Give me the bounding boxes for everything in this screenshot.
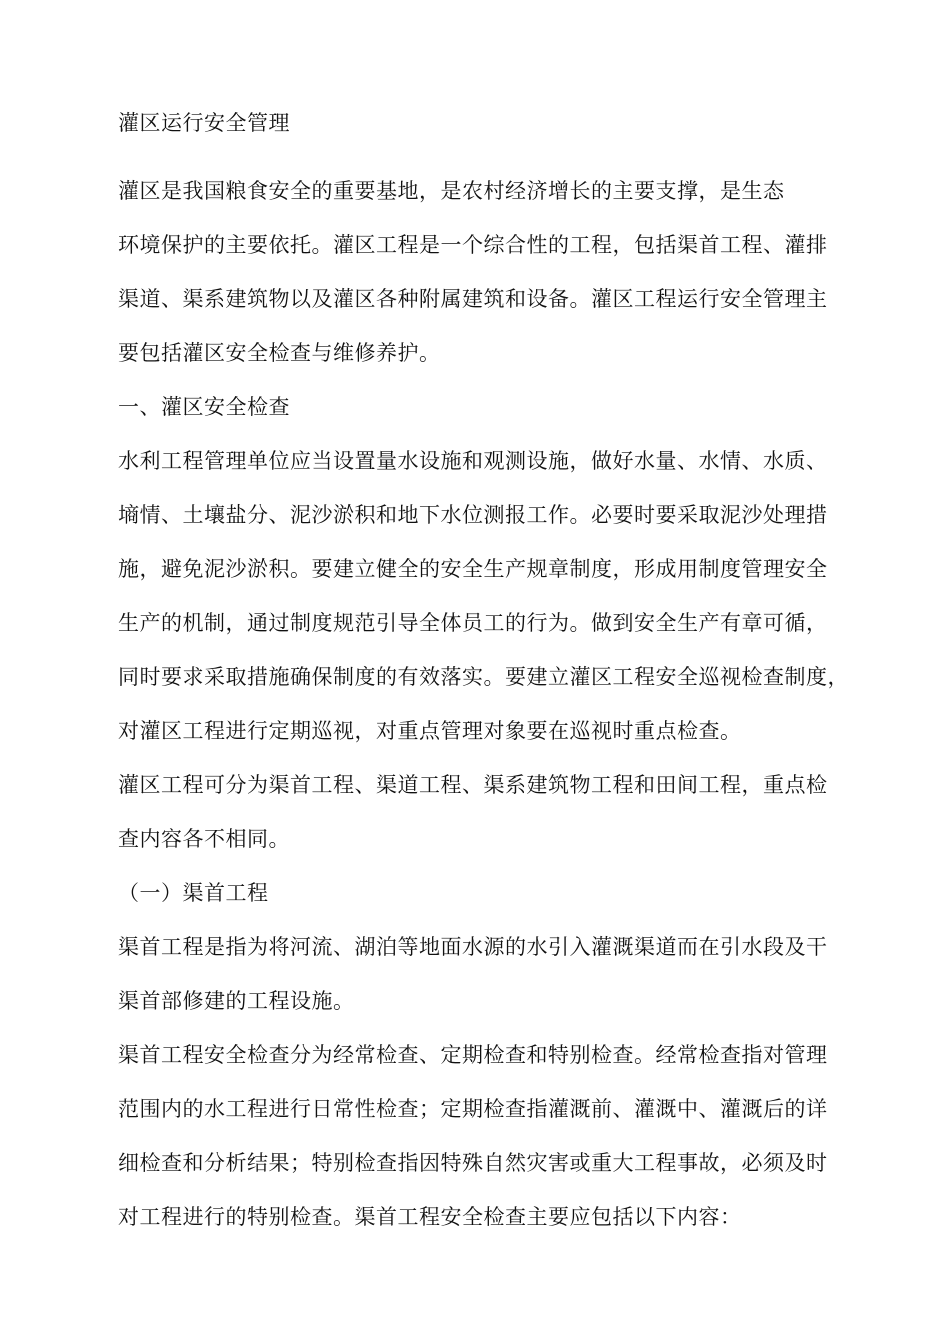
paragraph-line: 墒情、土壤盐分、泥沙淤积和地下水位测报工作。必要时要采取泥沙处理措 <box>118 503 828 527</box>
paragraph-project-types <box>118 766 838 858</box>
paragraph-line: 渠首工程安全检查分为经常检查、定期检查和特别检查。经常检查指对管理 <box>118 1043 828 1067</box>
paragraph-line: 要包括灌区安全检查与维修养护。 <box>118 341 441 365</box>
paragraph-line: 灌区是我国粮食安全的重要基地，是农村经济增长的主要支撑，是生态 <box>118 179 785 203</box>
paragraph-intro <box>118 172 838 372</box>
paragraph-line: 渠道、渠系建筑物以及灌区各种附属建筑和设备。灌区工程运行安全管理主 <box>118 287 828 311</box>
paragraph-line: 灌区工程可分为渠首工程、渠道工程、渠系建筑物工程和田间工程，重点检 <box>118 773 828 797</box>
paragraph-line: 对灌区工程进行定期巡视，对重点管理对象要在巡视时重点检查。 <box>118 719 742 743</box>
document-title: 灌区运行安全管理 <box>118 111 290 135</box>
document-body <box>118 104 849 1252</box>
paragraph-line: 渠首部修建的工程设施。 <box>118 989 355 1013</box>
section-heading-headworks: （一）渠首工程 <box>118 881 269 905</box>
paragraph-line: 水利工程管理单位应当设置量水设施和观测设施，做好水量、水情、水质、 <box>118 449 828 473</box>
section-heading-safety-inspection: 一、灌区安全检查 <box>118 395 290 419</box>
paragraph-line: 生产的机制，通过制度规范引导全体员工的行为。做到安全生产有章可循， <box>118 611 828 635</box>
paragraph-line: 环境保护的主要依托。灌区工程是一个综合性的工程，包括渠首工程、灌排 <box>118 233 828 257</box>
paragraph-line: 同时要求采取措施确保制度的有效落实。要建立灌区工程安全巡视检查制度， <box>118 665 849 689</box>
paragraph-line: 施，避免泥沙淤积。要建立健全的安全生产规章制度，形成用制度管理安全 <box>118 557 828 581</box>
paragraph-line: 范围内的水工程进行日常性检查；定期检查指灌溉前、灌溉中、灌溉后的详 <box>118 1097 828 1121</box>
paragraph-line: 渠首工程是指为将河流、湖泊等地面水源的水引入灌溉渠道而在引水段及干 <box>118 935 828 959</box>
paragraph-headworks-inspection <box>118 1036 838 1236</box>
paragraph-line: 查内容各不相同。 <box>118 827 290 851</box>
paragraph-line: 对工程进行的特别检查。渠首工程安全检查主要应包括以下内容： <box>118 1205 742 1229</box>
paragraph-inspection <box>118 442 849 750</box>
paragraph-headworks-definition <box>118 928 838 1020</box>
paragraph-line: 细检查和分析结果；特别检查指因特殊自然灾害或重大工程事故，必须及时 <box>118 1151 828 1175</box>
